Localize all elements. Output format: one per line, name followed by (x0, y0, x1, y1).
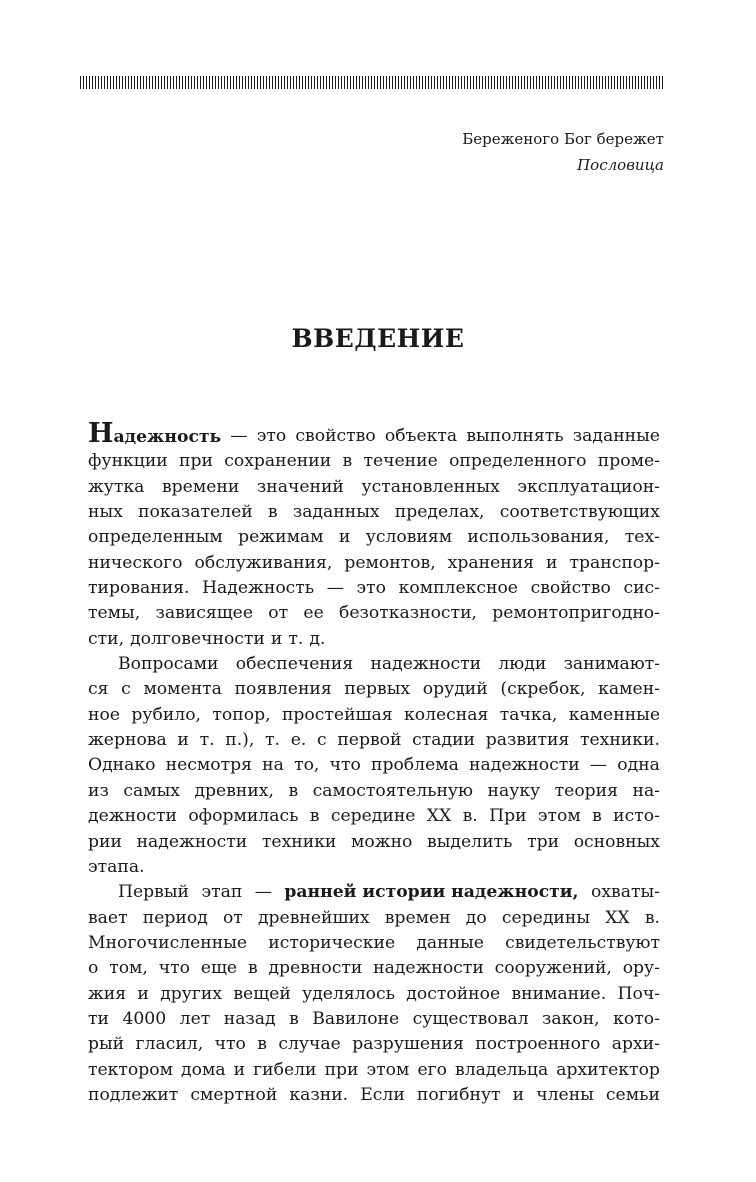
paragraph2-line-6: из самых древних, в самостоятельную науку теория на- (88, 780, 660, 801)
decorative-header-rule (80, 76, 664, 89)
paragraph3-line-3: Многочисленные исторические данные свидетельствуют (88, 932, 660, 953)
paragraph1-line-9: сти, долговечности и т. д. (88, 628, 326, 649)
paragraph3-line-5: жия и других вещей уделялось достойное внимание. Поч- (88, 983, 660, 1004)
paragraph3-line-1: Первый этап — ранней истории надежности, охваты- (88, 880, 660, 905)
paragraph2-line-3: ное рубило, топор, простейшая колесная тачка, каменные (88, 704, 660, 725)
paragraph2-line-9: этапа. (88, 856, 145, 877)
epigraph-source: Пословица (577, 156, 664, 174)
body-text (88, 418, 660, 1108)
paragraph2-line-1: Вопросами обеспечения надежности люди занимают- (118, 654, 660, 675)
paragraph1-line-3: жутка времени значений установленных эксплуатацион- (88, 476, 660, 497)
paragraph2-line-2: ся с момента появления первых орудий (скребок, камен- (88, 679, 660, 700)
defined-term: Надежность (88, 418, 222, 449)
paragraph3-line-9: подлежит смертной казни. Если погибнут и члены семьи (88, 1084, 660, 1105)
paragraph3-line-2: вает период от древнейших времен до середины XX в. (88, 907, 660, 928)
paragraph1-line-1: Надежность — это свойство объекта выполнять заданные (88, 418, 660, 449)
drop-cap: Н (88, 418, 114, 449)
paragraph2-line-7: дежности оформилась в середине XX в. При этом в исто- (88, 806, 660, 827)
paragraph3-line-6: ти 4000 лет назад в Вавилоне существовал закон, кото- (88, 1008, 660, 1029)
epigraph (462, 126, 664, 178)
paragraph2-line-8: рии надежности техники можно выделить три основных (88, 831, 660, 852)
paragraph1-line-4: ных показателей в заданных пределах, соответствующих (88, 502, 660, 523)
paragraph1-line-7: тирования. Надежность — это комплексное свойство сис- (88, 578, 660, 599)
paragraph3-line-4: о том, что еще в древности надежности сооружений, ору- (88, 958, 660, 979)
paragraph1-line-6: нического обслуживания, ремонтов, хранения и транспор- (88, 552, 660, 573)
bold-term: ранней истории надежности, (284, 882, 579, 903)
paragraph2-line-4: жернова и т. п.), т. е. с первой стадии развития техники. (88, 730, 660, 751)
paragraph2-line-5: Однако несмотря на то, что проблема надежности — одна (88, 755, 660, 776)
paragraph1-line-5: определенным режимам и условиям использования, тех- (88, 527, 660, 548)
paragraph1-line-8: темы, зависящее от ее безотказности, ремонтопригодно- (88, 603, 660, 624)
epigraph-quote: Береженого Бог бережет (462, 130, 664, 148)
chapter-heading: ВВЕДЕНИЕ (291, 324, 465, 353)
paragraph3-line-8: тектором дома и гибели при этом его владельца архитектор (88, 1059, 660, 1080)
paragraph1-line-2: функции при сохранении в течение определенного проме- (88, 451, 660, 472)
paragraph3-line-7: рый гласил, что в случае разрушения построенного архи- (88, 1034, 660, 1055)
